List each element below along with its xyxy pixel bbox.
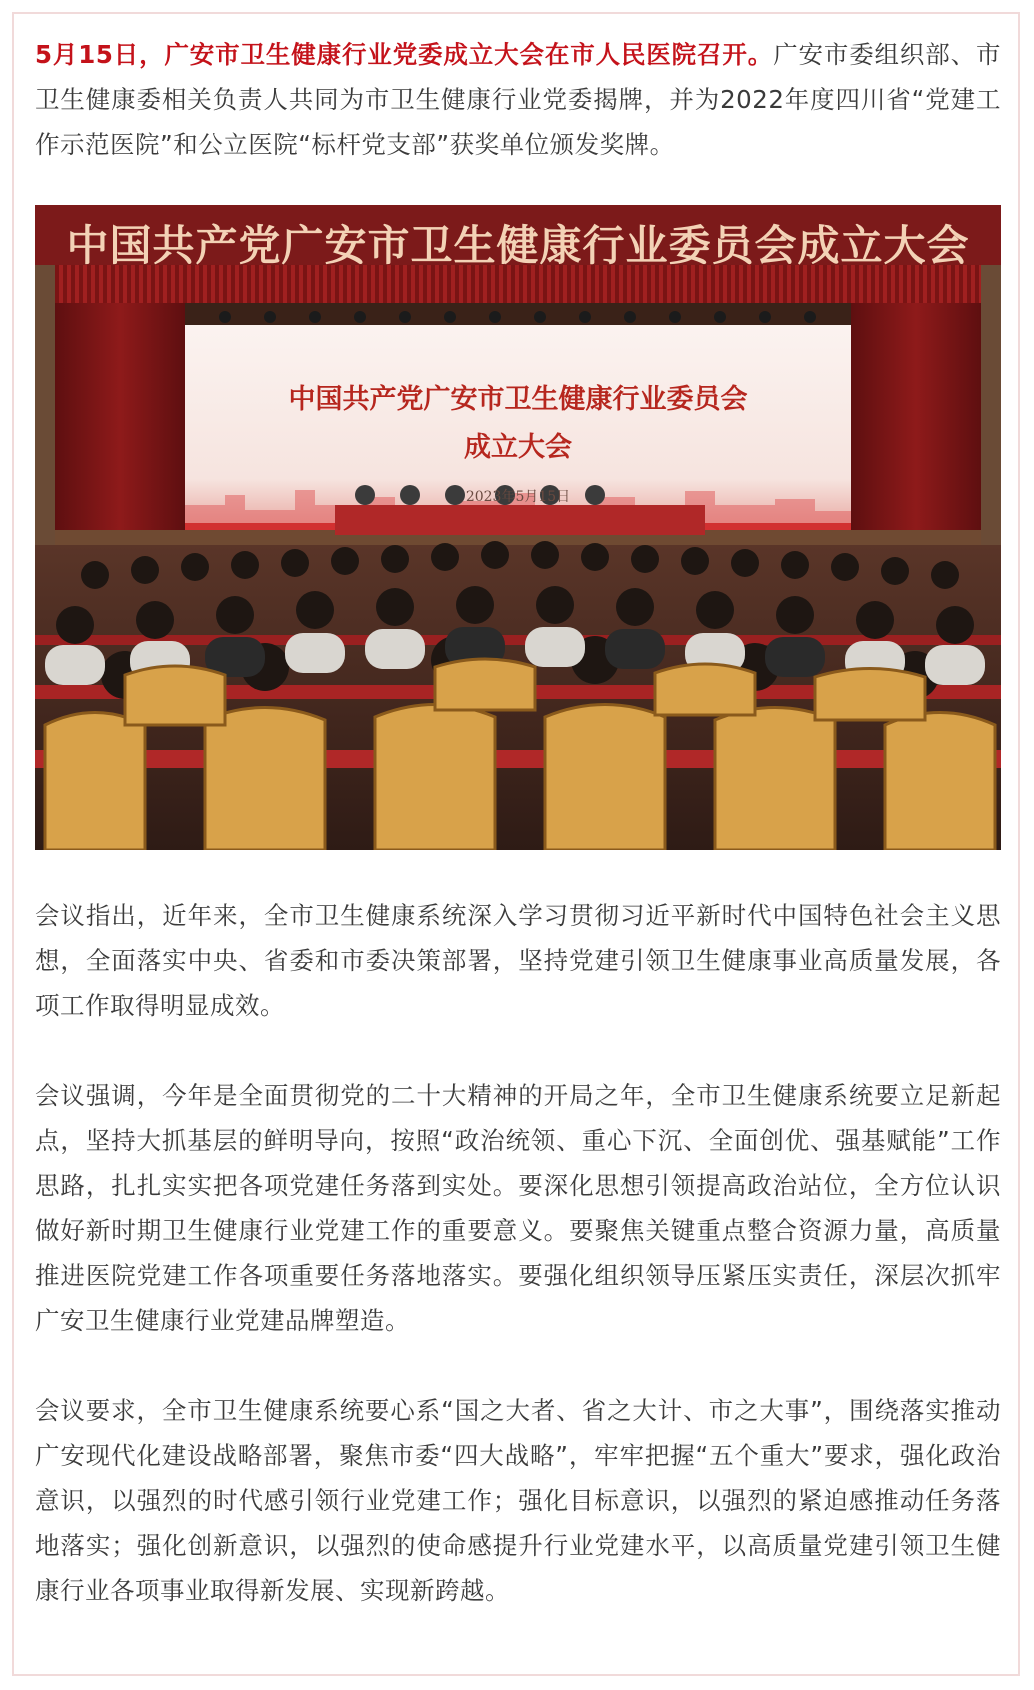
screen-date: 2023年5月15日 bbox=[465, 489, 571, 505]
meeting-photo bbox=[35, 205, 1001, 850]
screen-title-line2: 成立大会 bbox=[464, 432, 572, 463]
paragraph-gap bbox=[35, 1028, 1001, 1073]
paragraph-intro bbox=[35, 32, 1001, 167]
paragraph-2: 会议指出，近年来，全市卫生健康系统深入学习贯彻习近平新时代中国特色社会主义思想，全面落实中央、省委和市委决策部署，坚持党建引领卫生健康事业高质量发展，各项工作取得明显成效。 bbox=[35, 901, 1001, 1020]
article-content bbox=[35, 32, 1001, 1613]
lead-headline: 5月15日，广安市卫生健康行业党委成立大会在市人民医院召开。 bbox=[35, 40, 774, 69]
intro-body: 广安市委组织部、市卫生健康委相关负责人共同为市卫生健康行业党委揭牌，并为2022年度四川省“党建工作示范医院”和公立医院“标杆党支部”获奖单位颁发奖牌。 bbox=[35, 40, 1001, 159]
screen-title-line1: 中国共产党广安市卫生健康行业委员会 bbox=[288, 384, 748, 415]
banner-title: 中国共产党广安市卫生健康行业委员会成立大会 bbox=[66, 221, 970, 270]
paragraph-3: 会议强调，今年是全面贯彻党的二十大精神的开局之年，全市卫生健康系统要立足新起点，坚持大抓基层的鲜明导向，按照“政治统领、重心下沉、全面创优、强基赋能”工作思路，扎扎实实把各项党建任务落到实处。要深化思想引领提高政治站位，全方位认识做好新时期卫生健康行业党建工作的重要意义。要聚焦关键重点整合资源力量，高质量推进医院党建工作各项重要任务落地落实。要强化组织领导压紧压实责任，深层次抓牢广安卫生健康行业党建品牌塑造。 bbox=[35, 1081, 1001, 1335]
paragraph-4: 会议要求，全市卫生健康系统要心系“国之大者、省之大计、市之大事”，围绕落实推动广安现代化建设战略部署，聚焦市委“四大战略”，牢牢把握“五个重大”要求，强化政治意识，以强烈的时代感引领行业党建工作；强化目标意识，以强烈的紧迫感推动任务落地落实；强化创新意识，以强烈的使命感提升行业党建水平，以高质量党建引领卫生健康行业各项事业取得新发展、实现新跨越。 bbox=[35, 1396, 1001, 1605]
meeting-photo-illustration bbox=[35, 205, 1001, 850]
paragraph-gap bbox=[35, 1343, 1001, 1388]
